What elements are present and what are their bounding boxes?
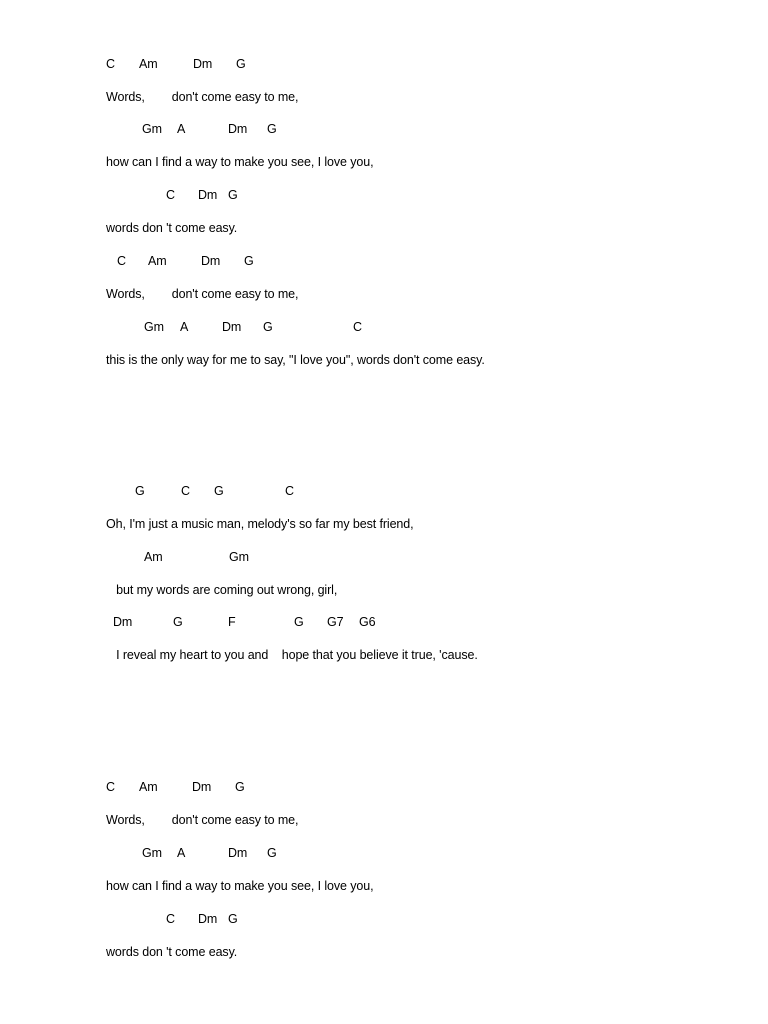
lyric-line: words don 't come easy. (106, 945, 238, 959)
chord: G (244, 254, 254, 268)
chord-line (106, 121, 606, 137)
chord: Am (144, 550, 163, 564)
lyric-line: I reveal my heart to you and hope that you believe it true, 'cause. (106, 648, 478, 662)
chord: Gm (142, 122, 162, 136)
chord-line (106, 845, 606, 861)
chord: C (117, 254, 126, 268)
chord-line (106, 911, 606, 927)
chord: C (106, 780, 115, 794)
chord: Gm (229, 550, 249, 564)
chord: Gm (144, 320, 164, 334)
chord: Dm (198, 188, 218, 202)
chord-line (106, 56, 606, 72)
chord: Am (148, 254, 167, 268)
chord-line (106, 483, 606, 499)
chord: G (228, 912, 238, 926)
chord: Dm (228, 846, 248, 860)
chord: Dm (222, 320, 242, 334)
chord: G (294, 615, 304, 629)
chord: A (177, 122, 186, 136)
chord: G7 (327, 615, 344, 629)
chord: G (135, 484, 145, 498)
chord: C (181, 484, 190, 498)
chord: Dm (228, 122, 248, 136)
lyric-line: Oh, I'm just a music man, melody's so far my best friend, (106, 517, 414, 531)
chord: Dm (193, 57, 213, 71)
chord: G6 (359, 615, 376, 629)
chord: C (285, 484, 294, 498)
chord: G (173, 615, 183, 629)
chord: G (236, 57, 246, 71)
chord-line (106, 614, 606, 630)
chord: C (353, 320, 362, 334)
chord: C (106, 57, 115, 71)
lyric-line: how can I find a way to make you see, I love you, (106, 155, 374, 169)
chord: A (177, 846, 186, 860)
chord: Dm (201, 254, 221, 268)
chord: Dm (198, 912, 218, 926)
chord: Dm (192, 780, 212, 794)
lyric-line: Words, don't come easy to me, (106, 287, 299, 301)
chord: G (228, 188, 238, 202)
lyric-line: this is the only way for me to say, "I love you", words don't come easy. (106, 353, 485, 367)
chord: G (235, 780, 245, 794)
chord: C (166, 188, 175, 202)
chord: G (267, 122, 277, 136)
lyric-line: words don 't come easy. (106, 221, 238, 235)
chord-line (106, 253, 606, 269)
chord: G (263, 320, 273, 334)
chord-line (106, 319, 606, 335)
chord-line (106, 187, 606, 203)
chord-line (106, 549, 606, 565)
chord: Am (139, 780, 158, 794)
chord: Dm (113, 615, 133, 629)
chord: C (166, 912, 175, 926)
lyric-line: Words, don't come easy to me, (106, 90, 299, 104)
chord: Gm (142, 846, 162, 860)
chord: G (267, 846, 277, 860)
lyric-line: Words, don't come easy to me, (106, 813, 299, 827)
lyric-line: how can I find a way to make you see, I love you, (106, 879, 374, 893)
chord-line (106, 779, 606, 795)
chord: F (228, 615, 236, 629)
chord: Am (139, 57, 158, 71)
lyric-line: but my words are coming out wrong, girl, (106, 583, 338, 597)
chord: G (214, 484, 224, 498)
chord: A (180, 320, 189, 334)
